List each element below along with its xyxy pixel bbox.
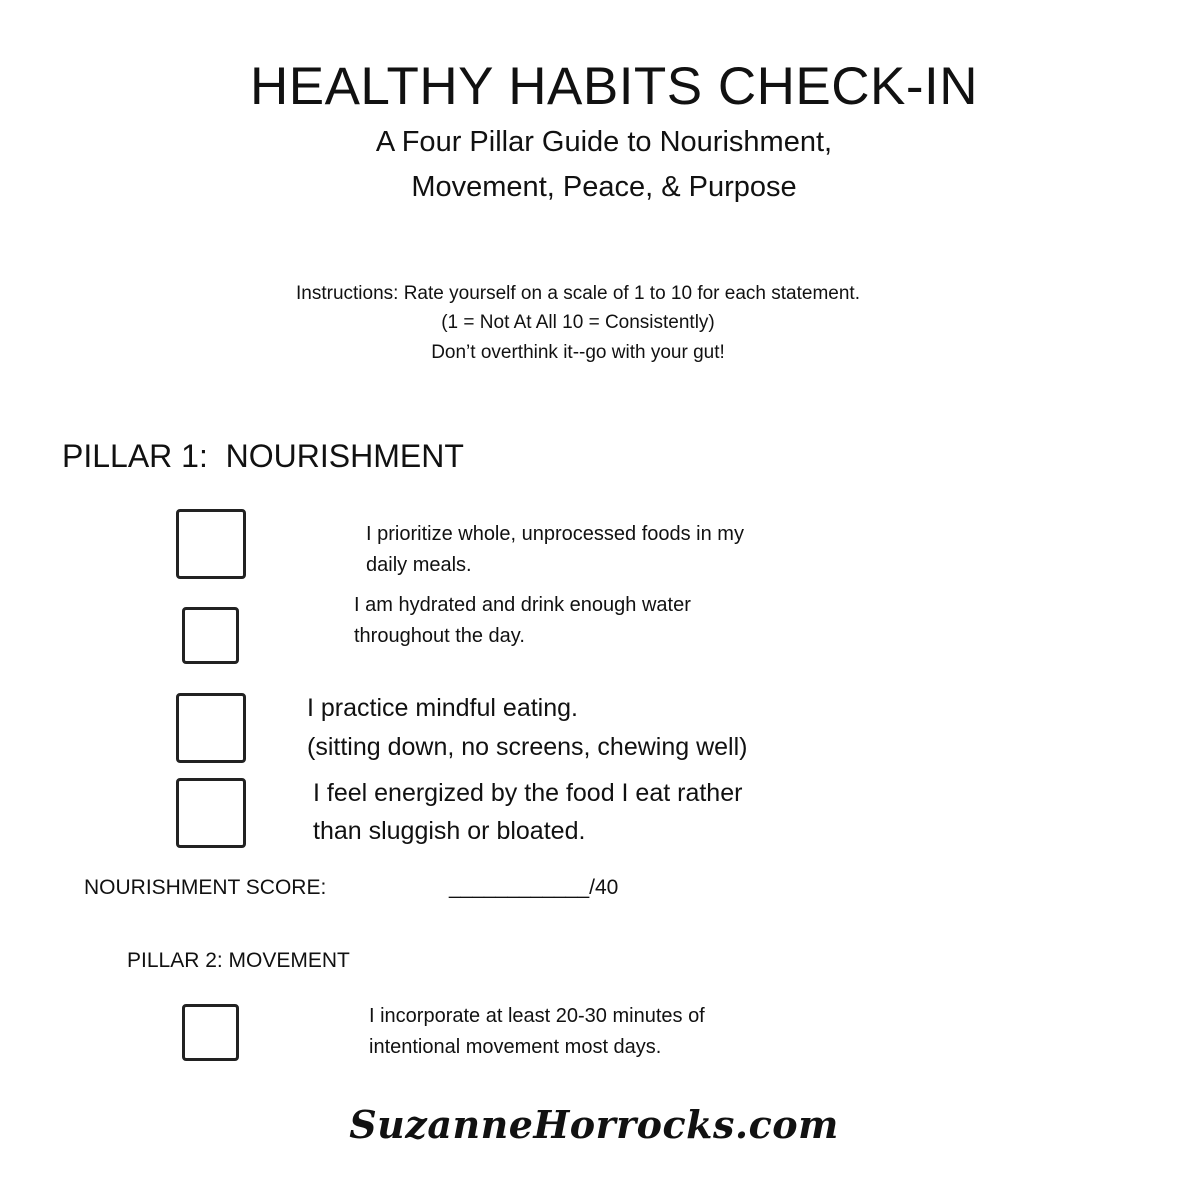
nourishment-score-label: NOURISHMENT SCORE:	[84, 876, 327, 899]
statement-nourishment-3	[307, 689, 747, 767]
pillar-2-heading: PILLAR 2: MOVEMENT	[127, 949, 350, 972]
rating-box-movement-1[interactable]	[182, 1004, 239, 1061]
statement-line: I prioritize whole, unprocessed foods in my	[366, 523, 744, 545]
nourishment-score-field[interactable]: ____________/40	[449, 876, 619, 899]
statement-line: I am hydrated and drink enough water	[354, 594, 691, 616]
statement-line: I practice mindful eating.	[307, 694, 578, 722]
subtitle-line-1: A Four Pillar Guide to Nourishment,	[375, 126, 833, 158]
pillar-1-heading: PILLAR 1: NOURISHMENT	[62, 438, 464, 474]
page-title: HEALTHY HABITS CHECK-IN	[249, 57, 979, 116]
brand-footer: SuzanneHorrocks.com	[349, 1102, 839, 1147]
statement-line: throughout the day.	[354, 625, 525, 647]
rating-box-nourishment-1[interactable]	[176, 509, 246, 579]
statement-movement-1	[369, 1001, 705, 1063]
statement-line: than sluggish or bloated.	[313, 816, 586, 845]
statement-line: (sitting down, no screens, chewing well)	[307, 732, 748, 761]
rating-box-nourishment-4[interactable]	[176, 778, 246, 848]
rating-box-nourishment-2[interactable]	[182, 607, 239, 664]
statement-line: I feel energized by the food I eat rather	[313, 779, 743, 807]
statement-nourishment-2	[354, 590, 691, 652]
instructions-line-3: Don’t overthink it--go with your gut!	[431, 342, 725, 363]
statement-line: daily meals.	[366, 554, 472, 576]
instructions-line-2: (1 = Not At All 10 = Consistently)	[441, 312, 715, 333]
statement-nourishment-4	[313, 775, 742, 850]
statement-line: intentional movement most days.	[369, 1036, 662, 1058]
subtitle-line-2: Movement, Peace, & Purpose	[411, 171, 797, 203]
statement-line: I incorporate at least 20-30 minutes of	[369, 1005, 705, 1027]
statement-nourishment-1	[366, 519, 744, 581]
instructions-line-1: Instructions: Rate yourself on a scale of 1 to 10 for each statement.	[296, 283, 860, 304]
rating-box-nourishment-3[interactable]	[176, 693, 246, 763]
